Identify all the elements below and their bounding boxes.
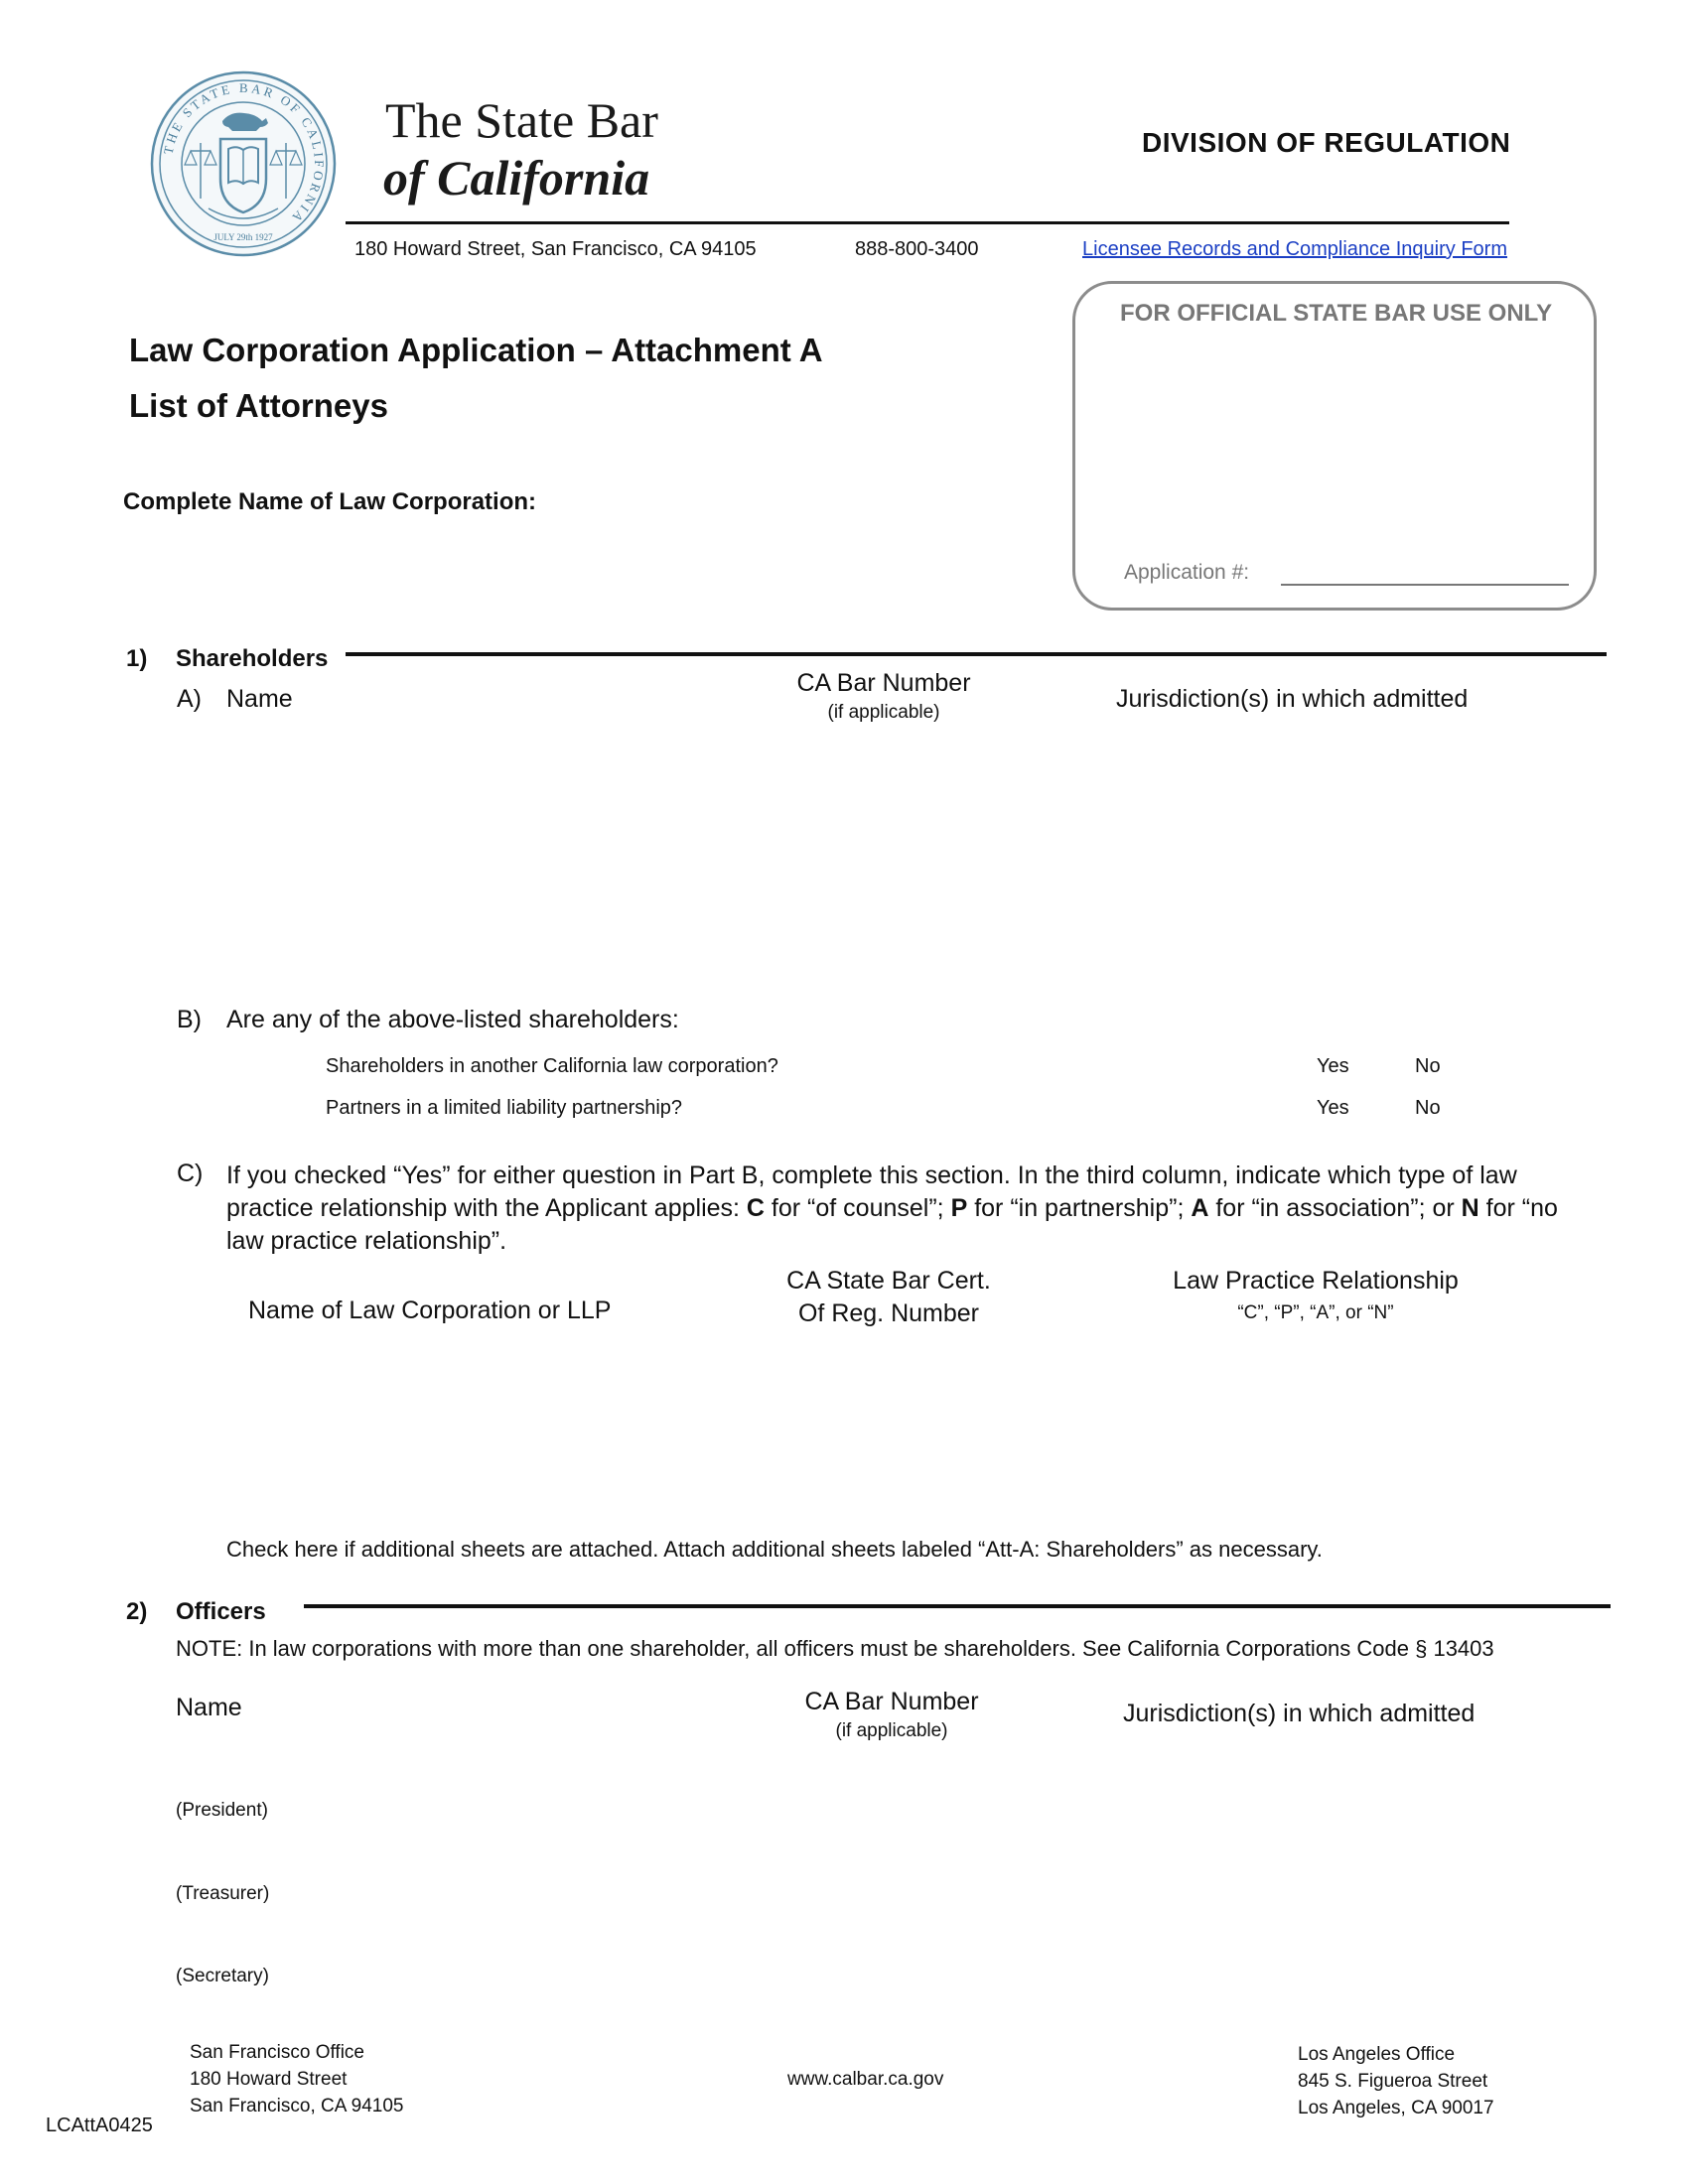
part-b-question-2: Partners in a limited liability partnership?: [326, 1097, 683, 1119]
form-code: LCAttA0425: [46, 2115, 153, 2136]
officers-bar-number-note: (if applicable): [835, 1720, 948, 1741]
sf-office-street: 180 Howard Street: [190, 2069, 348, 2090]
part-a-bar-number-column: CA Bar Number: [796, 669, 971, 697]
section-1-heading: Shareholders: [176, 645, 329, 672]
official-use-title: FOR OFFICIAL STATE BAR USE ONLY: [1120, 300, 1553, 327]
division-title: DIVISION OF REGULATION: [1142, 127, 1511, 158]
officers-note: NOTE: In law corporations with more than one shareholder, all officers must be shareholders. See California Corporations Code § 13403: [176, 1636, 1494, 1661]
la-office-street: 845 S. Figueroa Street: [1298, 2071, 1488, 2092]
application-number-field[interactable]: [1281, 584, 1569, 586]
part-b-q2-yes[interactable]: Yes: [1317, 1097, 1349, 1119]
part-a-name-column: Name: [226, 685, 293, 713]
part-b-letter: B): [177, 1006, 202, 1033]
svg-text:THE STATE BAR OF CALIFORNIA: THE STATE BAR OF CALIFORNIA: [160, 79, 328, 227]
part-c-relationship-note: “C”, “P”, “A”, or “N”: [1237, 1302, 1394, 1323]
officer-role-treasurer: (Treasurer): [176, 1883, 270, 1904]
org-name-line2: of California: [383, 150, 650, 205]
header-phone: 888-800-3400: [855, 238, 979, 260]
part-a-bar-number-note: (if applicable): [827, 702, 940, 723]
officers-name-column: Name: [176, 1694, 242, 1721]
part-c-cert-column-line1: CA State Bar Cert.: [786, 1267, 991, 1295]
la-office-title: Los Angeles Office: [1298, 2044, 1456, 2065]
inquiry-form-link[interactable]: Licensee Records and Compliance Inquiry Form: [1082, 238, 1507, 260]
form-subtitle: List of Attorneys: [129, 387, 388, 424]
header-address: 180 Howard Street, San Francisco, CA 94105: [354, 238, 757, 260]
section-1-number: 1): [126, 645, 148, 672]
section-2-heading: Officers: [176, 1598, 266, 1625]
corporation-name-label: Complete Name of Law Corporation:: [123, 488, 537, 515]
section-2-number: 2): [126, 1598, 148, 1625]
section-2-rule: [304, 1604, 1611, 1608]
la-office-city: Los Angeles, CA 90017: [1298, 2098, 1494, 2118]
part-c-name-column: Name of Law Corporation or LLP: [248, 1297, 612, 1324]
part-c-relationship-column: Law Practice Relationship: [1173, 1267, 1459, 1295]
section-1-rule: [346, 652, 1607, 656]
form-title: Law Corporation Application – Attachment A: [129, 332, 823, 368]
officers-bar-number-column: CA Bar Number: [804, 1688, 979, 1715]
part-b-question-1: Shareholders in another California law corporation?: [326, 1055, 778, 1077]
part-b-q2-no[interactable]: No: [1415, 1097, 1441, 1119]
sf-office-title: San Francisco Office: [190, 2042, 365, 2063]
sf-office-city: San Francisco, CA 94105: [190, 2096, 404, 2116]
part-b-prompt: Are any of the above-listed shareholders:: [226, 1006, 679, 1033]
part-c-cert-column-line2: Of Reg. Number: [797, 1299, 979, 1327]
footer-la-office: [1298, 2041, 1494, 2121]
officer-role-secretary: (Secretary): [176, 1966, 269, 1986]
part-b-q1-no[interactable]: No: [1415, 1055, 1441, 1077]
header-divider: [346, 221, 1509, 224]
part-a-jurisdiction-column: Jurisdiction(s) in which admitted: [1116, 685, 1469, 713]
additional-sheets-checkbox-label[interactable]: Check here if additional sheets are attached. Attach additional sheets labeled “Att-A: Shareholders” as necessary.: [226, 1537, 1323, 1562]
part-c-letter: C): [177, 1160, 204, 1187]
footer-sf-office: [190, 2039, 403, 2119]
org-name-line1: The State Bar: [385, 92, 658, 148]
part-b-q1-yes[interactable]: Yes: [1317, 1055, 1349, 1077]
officer-role-president: (President): [176, 1800, 268, 1821]
application-number-label: Application #:: [1124, 561, 1250, 584]
state-bar-seal-logo: [149, 69, 338, 258]
svg-text:JULY 29th 1927: JULY 29th 1927: [213, 232, 273, 242]
part-c-instructions: If you checked “Yes” for either question in Part B, complete this section. In the third column, indicate which type of law practice relationship with the Applicant applies: C for “of counsel”; P for “in partnership”; A for “in association”; or N for “no law practice relationship”.: [226, 1161, 1558, 1255]
part-a-letter: A): [177, 685, 202, 713]
footer-website[interactable]: www.calbar.ca.gov: [787, 2069, 944, 2090]
officers-jurisdiction-column: Jurisdiction(s) in which admitted: [1123, 1700, 1476, 1727]
